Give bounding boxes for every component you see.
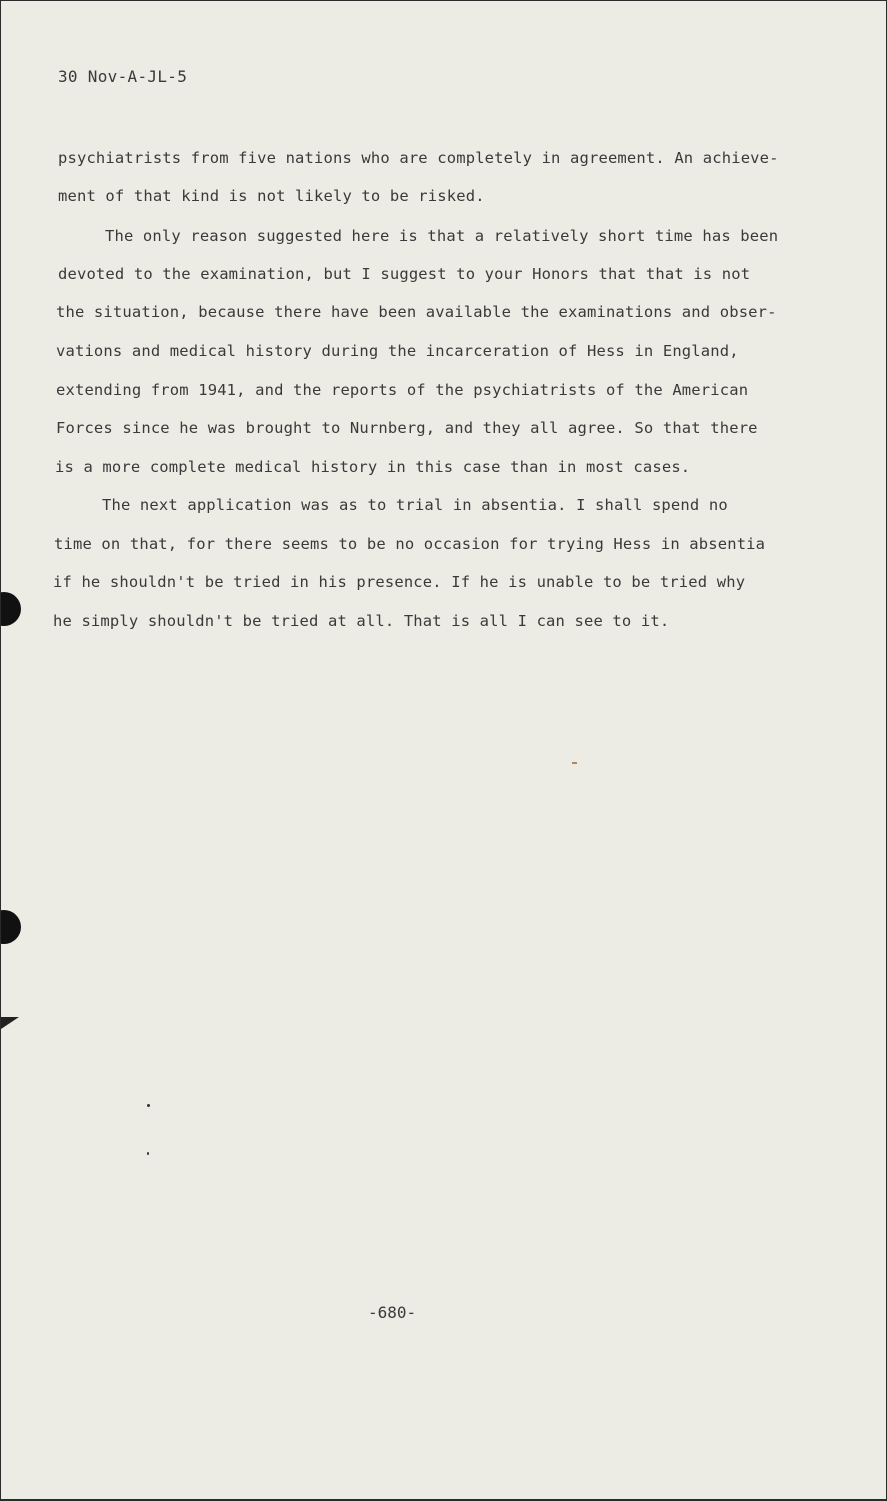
text-line: vations and medical history during the incarceration of Hess in England, xyxy=(56,342,739,360)
text-line: Forces since he was brought to Nurnberg, and they all agree. So that there xyxy=(56,419,758,437)
text-line: psychiatrists from five nations who are completely in agreement. An achieve- xyxy=(58,149,779,167)
text-line: time on that, for there seems to be no occasion for trying Hess in absentia xyxy=(54,535,766,553)
text-line: devoted to the examination, but I suggest to your Honors that that is not xyxy=(58,265,751,283)
text-line: extending from 1941, and the reports of the psychiatrists of the American xyxy=(56,381,749,399)
ink-speck xyxy=(147,1152,149,1155)
binder-hole xyxy=(1,592,21,626)
corner-mark xyxy=(1,1017,19,1029)
ink-speck xyxy=(572,762,577,764)
text-line: he simply shouldn't be tried at all. That is all I can see to it. xyxy=(53,612,670,630)
text-line: ment of that kind is not likely to be risked. xyxy=(58,187,485,205)
text-line: is a more complete medical history in this case than in most cases. xyxy=(55,458,691,476)
document-page xyxy=(1,1,886,1499)
document-header: 30 Nov-A-JL-5 xyxy=(58,67,188,86)
binder-hole xyxy=(1,910,21,944)
text-line: the situation, because there have been available the examinations and obser- xyxy=(56,303,777,321)
text-line: The next application was as to trial in absentia. I shall spend no xyxy=(102,496,728,514)
text-line: The only reason suggested here is that a relatively short time has been xyxy=(105,227,779,245)
page-number: -680- xyxy=(368,1303,417,1322)
ink-speck xyxy=(147,1104,150,1107)
text-line: if he shouldn't be tried in his presence. If he is unable to be tried why xyxy=(53,573,746,591)
